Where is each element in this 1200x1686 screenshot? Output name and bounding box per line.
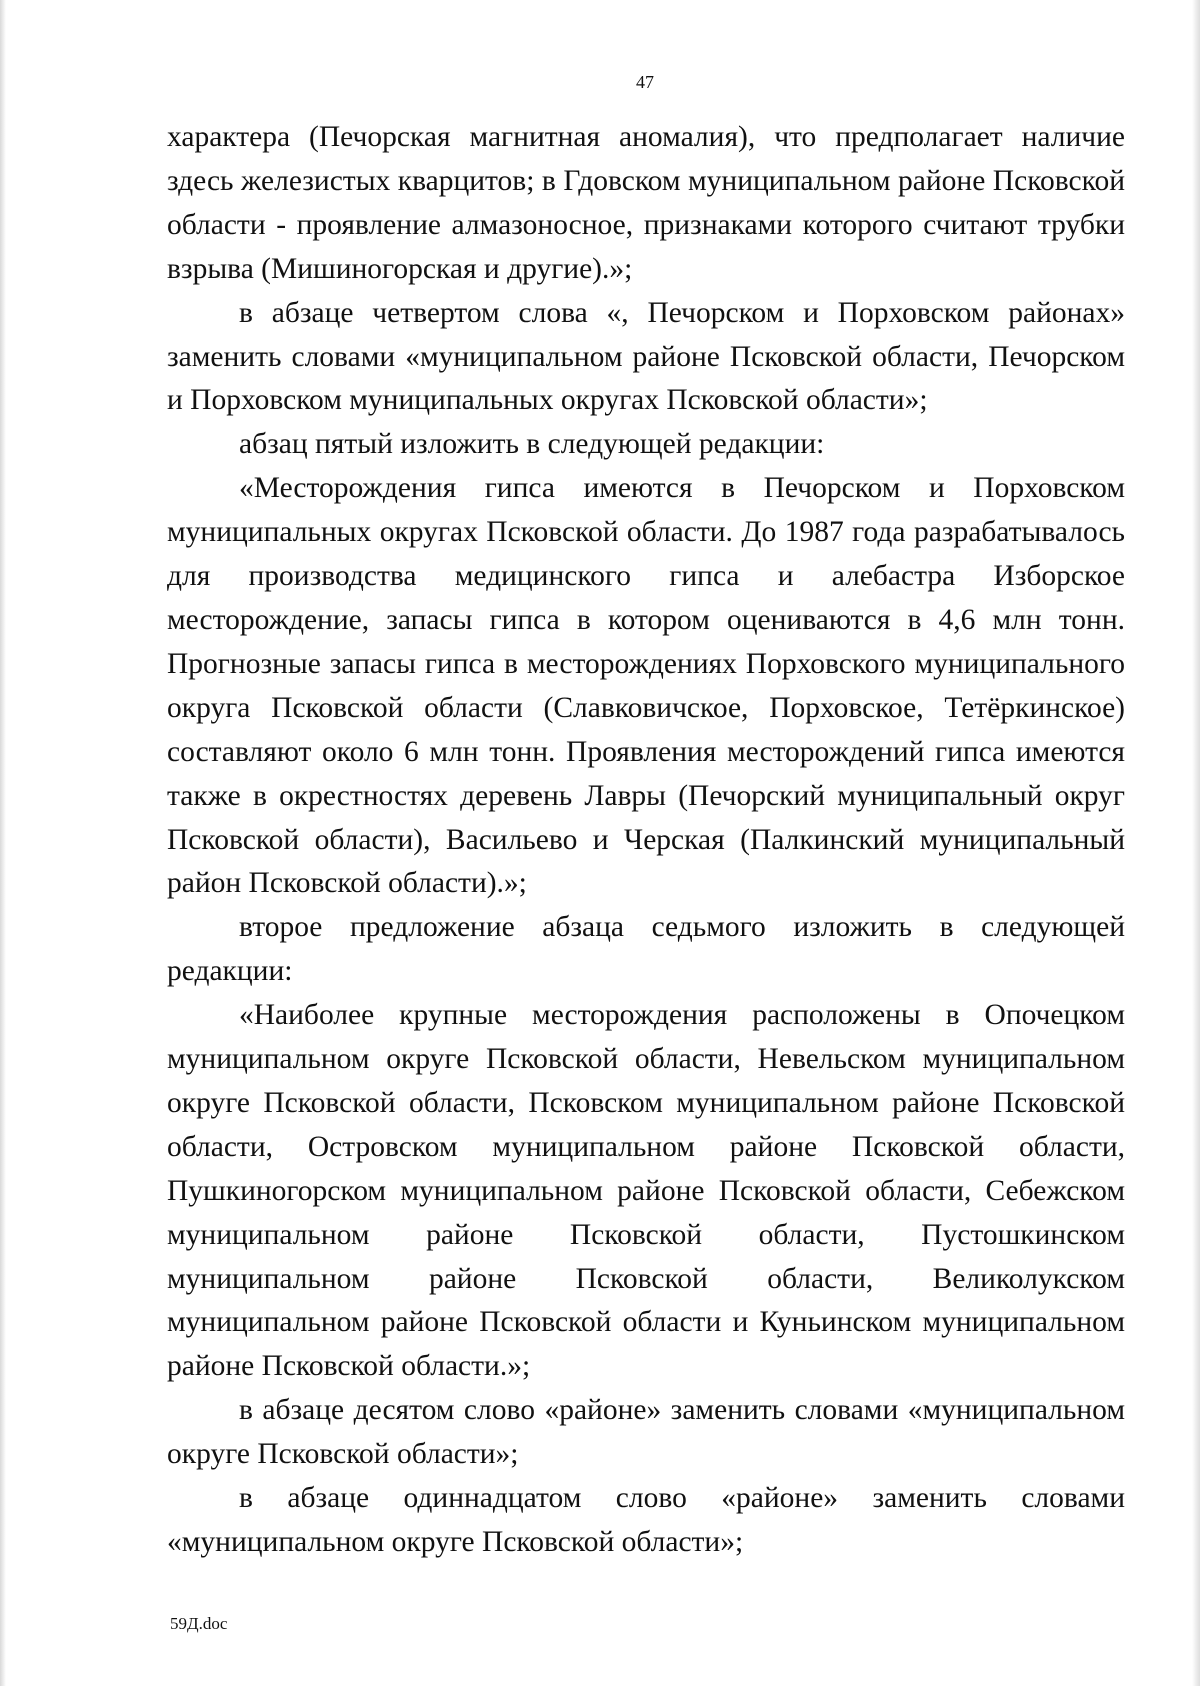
- footer-filename: 59Д.doc: [170, 1614, 228, 1633]
- paragraph: абзац пятый изложить в следующей редакции:: [239, 428, 825, 461]
- document-body: [167, 116, 1125, 1565]
- paragraph: в абзаце четвертом слова «, Печорском и Порховском районах» заменить словами «муниципальном районе Псковской области, Печорском и Порховском муниципальных округах Псковской области»;: [167, 296, 1125, 417]
- paragraph: в абзаце одиннадцатом слово «районе» заменить словами «муниципальном округе Псковской области»;: [167, 1482, 1125, 1558]
- paragraph: второе предложение абзаца седьмого изложить в следующей редакции:: [167, 911, 1125, 988]
- paragraph: в абзаце десятом слово «районе» заменить словами «муниципальном округе Псковской области»;: [167, 1394, 1125, 1471]
- page-number: 47: [636, 72, 654, 92]
- paragraph: характера (Печорская магнитная аномалия), что предполагает наличие здесь железистых кварцитов; в Гдовском муниципальном районе Псковской области - проявление алмазоносное, признаками которого считают трубки взрыва (Мишиногорская и другие).»;: [167, 121, 1125, 285]
- paragraph: «Месторождения гипса имеются в Печорском и Порховском муниципальных округах Псковской области. До 1987 года разрабатывалось для производства медицинского гипса и алебастра Изборское месторождение, запасы гипса в котором оцениваются в 4,6 млн тонн. Прогнозные запасы гипса в месторождениях Порховского муниципального округа Псковской области (Славковичское, Порховское, Тетёркинское) составляют около 6 млн тонн. Проявления месторождений гипса имеются также в окрестностях деревень Лавры (Печорский муниципальный округ Псковской области), Васильево и Черская (Палкинский муниципальный район Псковской области).»;: [167, 472, 1125, 900]
- scan-edge-right: [1192, 0, 1200, 1686]
- paragraph: «Наиболее крупные месторождения расположены в Опочецком муниципальном округе Псковской области, Невельском муниципальном округе Псковской области, Псковском муниципальном районе Псковской области, Островском муниципальном районе Псковской области, Пушкиногорском муниципальном районе Псковской области, Себежском муниципальном районе Псковской области, Пустошкинском муниципальном районе Псковской области, Великолукском муниципальном районе Псковской области и Куньинском муниципальном районе Псковской области.»;: [167, 999, 1125, 1383]
- scan-edge-left: [0, 0, 6, 1686]
